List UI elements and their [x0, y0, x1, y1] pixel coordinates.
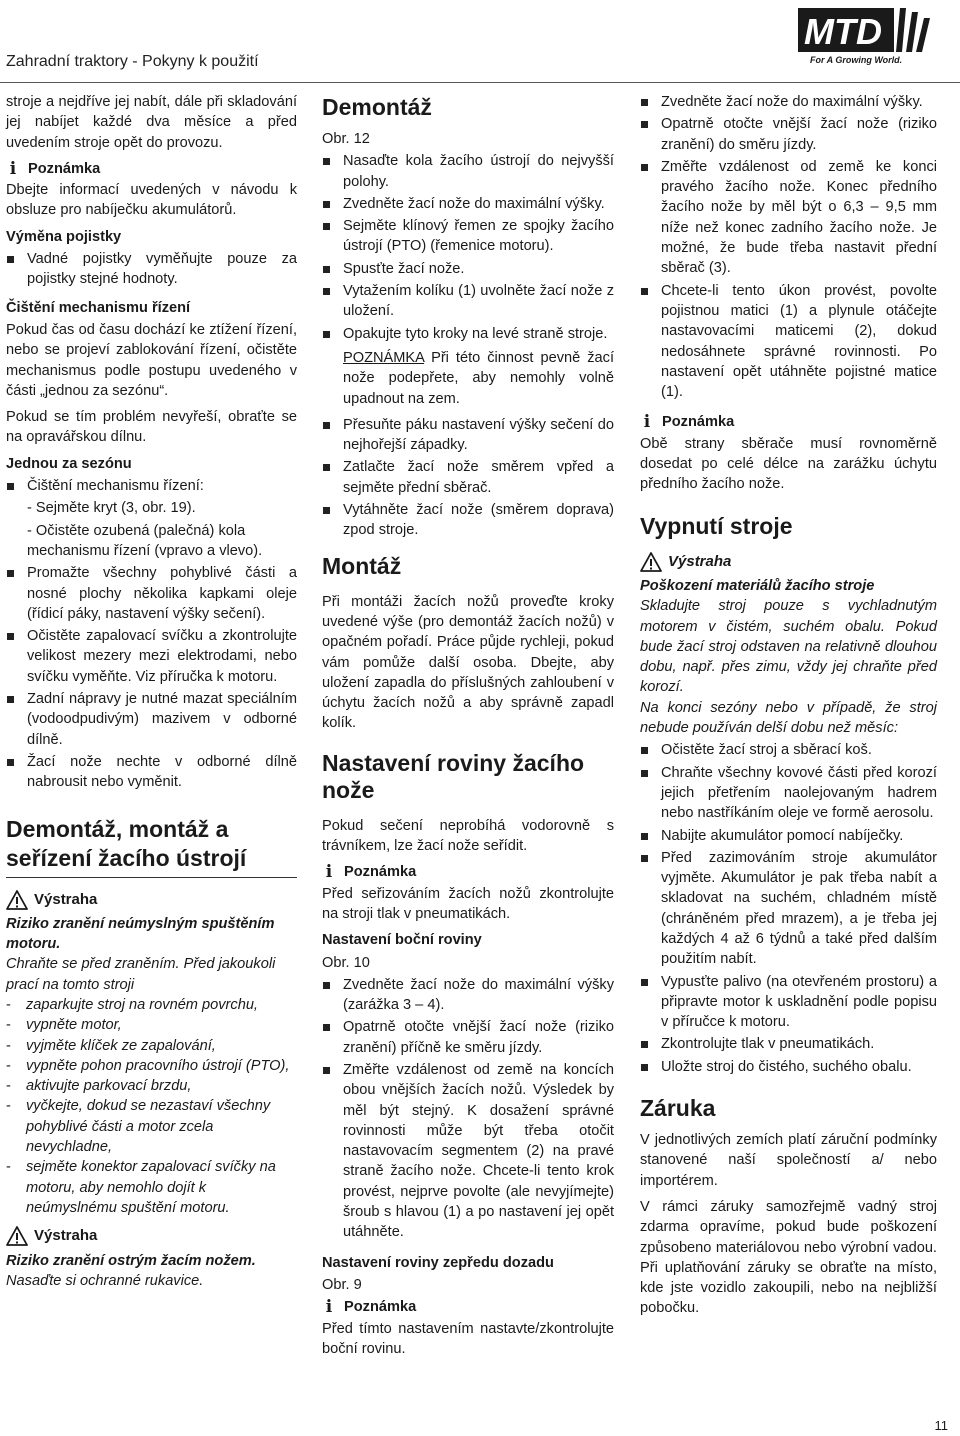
info-icon: i: [643, 412, 651, 433]
list-item: Sejměte klínový řemen ze spojky žacího ústrojí (PTO) (řemenice motoru).: [322, 216, 614, 257]
warning-icon: [640, 552, 662, 572]
list-item: Vypusťte palivo (na otevřeném prostoru) a připravte motor k uskladnění podle popisu v příručce k motoru.: [640, 972, 937, 1033]
note-text: Dbejte informací uvedených v návodu k obsluze pro nabíječku akumulátorů.: [6, 182, 297, 219]
list-item: - vypněte pohon pracovního ústrojí (PTO),: [6, 1056, 297, 1076]
list-item: Vytažením kolíku (1) uvolněte žací nože z uložení.: [322, 281, 614, 322]
list-item: - vyčkejte, dokud se nezastaví všechny pohyblivé části a motor zcela nevychladne,: [6, 1096, 297, 1157]
list-item: Promažte všechny pohyblivé části a nosné plochy několika kapkami oleje (řídicí páky, nastavení výšky sečení).: [6, 563, 297, 624]
warranty-paragraph-2: V rámci záruky samozřejmě vadný stroj zdarma opravíme, pokud bude poškození způsobeno materiálovou nebo výrobní vadou. Při uplatňování záruky se obraťte na místo, kde jste vozidlo zakoupili, nebo na nejbližší pobočku.: [640, 1198, 937, 1317]
fuse-list: [6, 249, 297, 290]
warranty-paragraph: V jednotlivých zemích platí záruční podmínky stanovené naší společností a/ nebo importérem.: [640, 1132, 937, 1189]
list-item: Zvedněte žací nože do maximální výšky (zarážka 3 – 4).: [322, 975, 614, 1016]
header-divider: [0, 82, 960, 83]
demontaz-list: [322, 151, 614, 344]
poznamka-paragraph: POZNÁMKA Při této činnost pevně žací nože podepřete, aby nemohly volně upadnout na zem.: [343, 349, 614, 407]
list-item: Opakujte tyto kroky na levé straně stroje.: [322, 324, 614, 344]
season-list-2: [6, 563, 297, 792]
warning-text: Skladujte stroj pouze s vychladnutým motorem v čistém, suchém obalu. Pokud bude žací stroj odstaven na relativně dlouhou dobu, např. přes zimu, vždy jej chraňte před korozí.: [640, 598, 937, 696]
warning-icon: [6, 890, 28, 910]
cleaning-paragraph-2: Pokud se tím problém nevyřeší, obraťte se na opravářskou dílnu.: [6, 409, 297, 446]
season-list: [6, 476, 297, 496]
column-middle: [322, 92, 614, 1365]
list-item: Nasaďte kola žacího ústrojí do nejvyšší polohy.: [322, 151, 614, 192]
warning-bold-text: Poškození materiálů žacího stroje: [640, 577, 875, 594]
warranty-heading: Záruka: [640, 1095, 716, 1122]
list-item: - aktivujte parkovací brzdu,: [6, 1076, 297, 1096]
list-item: Opatrně otočte vnější žací nože (riziko zranění) do směru jízdy.: [640, 114, 937, 155]
battery-paragraph: stroje a nejdříve jej nabít, dále při skladování jej nabíjet každé dva měsíce a před uvedením stroje opět do provozu.: [6, 94, 297, 151]
montaz-heading: Montáž: [322, 552, 402, 579]
note-heading: i Poznámka: [640, 412, 937, 432]
note-heading: i Poznámka: [322, 1297, 614, 1317]
note-heading: i Poznámka: [322, 862, 614, 882]
column-right: [640, 92, 937, 1325]
note-text: Před tímto nastavením nastavte/zkontrolujte boční rovinu.: [322, 1320, 614, 1357]
warning-heading-2: Výstraha: [6, 1226, 297, 1246]
demontaz-list-2: [322, 415, 614, 541]
column-left: [6, 92, 297, 1297]
list-item: Očistěte žací stroj a sběrací koš.: [640, 740, 937, 760]
list-item: Před zazimováním stroje akumulátor vyjměte. Akumulátor je pak třeba nabít a skladovat na suchém, chladném místě (chráněném před mrazem), a je třeba jej každých 4 až 6 týdnů a také před dalším použitím nabít.: [640, 848, 937, 970]
list-item: Žací nože nechte v odborné dílně nabrousit nebo vyměnit.: [6, 752, 297, 793]
list-item: Zatlačte žací nože směrem vpřed a sejměte přední sběrač.: [322, 457, 614, 498]
list-item: - sejměte konektor zapalovací svíčky na motoru, aby nemohlo dojít k neúmyslnému spuštění motoru.: [6, 1157, 297, 1218]
demontaz-heading: Demontáž: [322, 94, 432, 120]
section-heading: Demontáž, montáž a seřízení žacího ústrojí: [6, 815, 297, 878]
list-item: Zvedněte žací nože do maximální výšky.: [322, 194, 614, 214]
document-header-title: Zahradní traktory - Pokyny k použití: [6, 53, 259, 70]
list-item: Změřte vzdálenost od země ke konci pravého žacího nože. Konec předního žacího nože by měl být o 6,3 – 9,5 mm níže než konec zadního žacího nože. Je možné, že bude třeba nastavit přední sběrač (3).: [640, 157, 937, 279]
side-list: [322, 975, 614, 1243]
note-text: Před seřizováním žacích nožů zkontrolujte na stroji tlak v pneumatikách.: [322, 885, 614, 922]
svg-text:For A Growing World.: For A Growing World.: [810, 55, 903, 65]
figure-reference: Obr. 10: [322, 954, 370, 971]
figure-reference: Obr. 12: [322, 131, 370, 147]
list-item: Přesuňte páku nastavení výšky sečení do nejhořejší západky.: [322, 415, 614, 456]
list-item: Opatrně otočte vnější žací nože (riziko zranění) příčně ke směru jízdy.: [322, 1017, 614, 1058]
note-text: Obě strany sběrače musí rovnoměrně dosedat po celé délce na zarážku úchytu předního žacího nože.: [640, 435, 937, 493]
cleaning-heading: Čištění mechanismu řízení: [6, 299, 191, 316]
level-heading: Nastavení roviny žacího nože: [322, 749, 585, 803]
list-item: - vypněte motor,: [6, 1015, 297, 1035]
list-item: Zvedněte žací nože do maximální výšky.: [640, 92, 937, 112]
list-item: Nabijte akumulátor pomocí nabíječky.: [640, 826, 937, 846]
list-item: Spusťte žací nože.: [322, 259, 614, 279]
season-heading: Jednou za sezónu: [6, 455, 132, 472]
note-heading: i Poznámka: [6, 159, 297, 179]
list-item: Očistěte zapalovací svíčku a zkontrolujte velikost mezery mezi elektrodami, nebo svíčku vyměňte. Viz příručka k motoru.: [6, 626, 297, 687]
list-item: - zaparkujte stroj na rovném povrchu,: [6, 995, 297, 1015]
season-subitem: - Očistěte ozubená (palečná) kola mechanismu řízení (vpravo a vlevo).: [27, 522, 263, 559]
warning-bold-text: Riziko zranění ostrým žacím nožem.: [6, 1252, 256, 1269]
season-subitem: - Sejměte kryt (3, obr. 19).: [27, 500, 196, 517]
info-icon: i: [325, 1297, 333, 1318]
front-list: [640, 92, 937, 402]
mtd-logo: [796, 6, 932, 66]
warning-text-2: Na konci sezóny nebo v případě, že stroj nebude používán delší dobu než měsíc:: [640, 699, 937, 737]
page-number: 11: [934, 1418, 948, 1433]
info-icon: i: [9, 158, 17, 179]
figure-reference: Obr. 9: [322, 1276, 362, 1293]
list-item: Vadné pojistky vyměňujte pouze za pojistky stejné hodnoty.: [6, 249, 297, 290]
shutdown-heading: Vypnutí stroje: [640, 512, 793, 539]
warning-text: Nasaďte si ochranné rukavice.: [6, 1272, 204, 1289]
list-item: Zkontrolujte tlak v pneumatikách.: [640, 1034, 937, 1054]
svg-text:MTD: MTD: [804, 11, 882, 52]
warning-heading: Výstraha: [640, 552, 937, 572]
info-icon: i: [325, 862, 333, 883]
front-heading: Nastavení roviny zepředu dozadu: [322, 1254, 554, 1271]
warning-text: Chraňte se před zraněním. Před jakoukoli prací na tomto stroji: [6, 956, 276, 993]
warning-bold-text: Riziko zranění neúmyslným spuštěním motoru.: [6, 915, 275, 953]
warning-list: [6, 995, 297, 1218]
montaz-paragraph: Při montáži žacích nožů proveďte kroky uvedené výše (pro demontáž žacích nožů) v opačném pořadí. Práce půjde rychleji, pokud vám pomůže další osoba. Dbejte, aby uložení zapadla do příslušných zahloubení v úchytu žacích nožů a aby správně zapadl kolík.: [322, 593, 614, 732]
list-item: Uložte stroj do čistého, suchého obalu.: [640, 1057, 937, 1077]
warning-icon: [6, 1226, 28, 1246]
warning-heading: Výstraha: [6, 890, 297, 910]
level-paragraph: Pokud sečení neprobíhá vodorovně s trávníkem, lze žací nože seřídit.: [322, 817, 614, 855]
list-item: Chraňte všechny kovové části před korozí jejich přetřením naolejovaným hadrem nebo nastříkáním oleje ve formě aerosolu.: [640, 763, 937, 824]
list-item: Chcete-li tento úkon provést, povolte pojistnou matici (1) a plynule otáčejte nastavovacími maticemi (2), dokud nedosáhnete správné rovinnosti. Po nastavení opět utáhněte pojistné matice (1).: [640, 281, 937, 403]
list-item: Zadní nápravy je nutné mazat speciálním (vodoodpudivým) mazivem v odborné dílně.: [6, 689, 297, 750]
fuse-heading: Výměna pojistky: [6, 228, 122, 245]
list-item: - vyjměte klíček ze zapalování,: [6, 1036, 297, 1056]
list-item: Čištění mechanismu řízení:: [6, 476, 297, 496]
cleaning-paragraph: Pokud čas od času dochází ke ztížení řízení, nebo se projeví zablokování řízení, očistěte mechanismus podle postupu uvedeného v části „jednou za sezónu“.: [6, 321, 297, 399]
list-item: Změřte vzdálenost od země na koncích obou vnějších žacích nožů. Výsledek by měl být stejný. K dosažení správné rovinnosti může být třeba otočit nastavovacím segmentem (2) na pravé straně žacího nože. Chcete-li tento krok provést, nejprve povolte (ale nevyjímejte) šroub s hlavou (1) a po nastavení jej opět utáhněte.: [322, 1060, 614, 1243]
shutdown-list: [640, 740, 937, 1077]
side-heading: Nastavení boční roviny: [322, 932, 482, 949]
list-item: Vytáhněte žací nože (směrem doprava) zpod stroje.: [322, 500, 614, 541]
